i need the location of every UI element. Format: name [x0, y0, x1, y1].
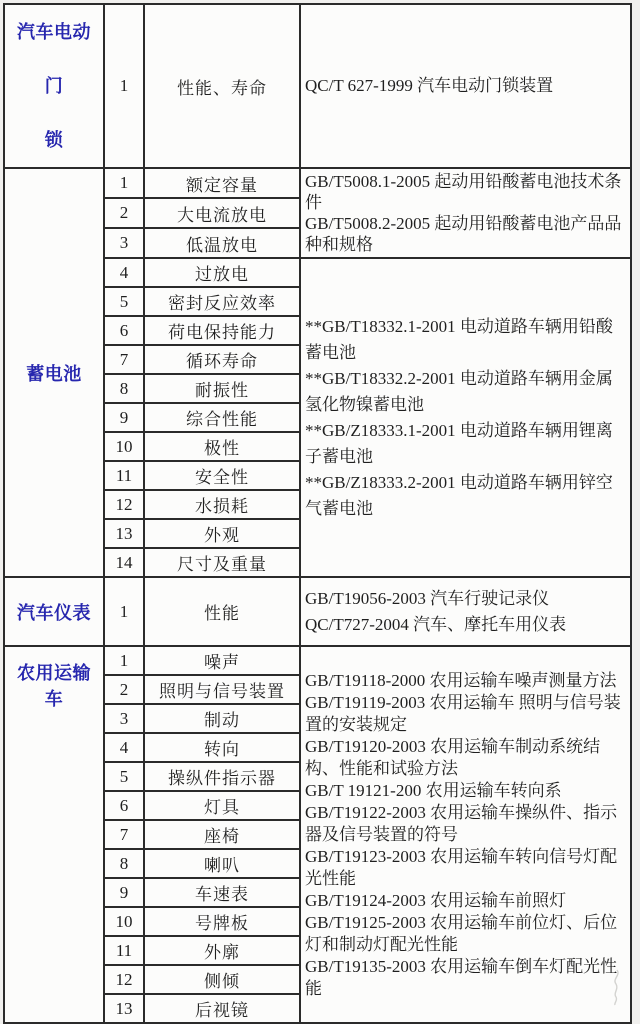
row-number-cell: 1: [104, 4, 144, 168]
table-row: [4, 4, 631, 168]
standard-line: GB/T19124-2003 农用运输车前照灯: [305, 890, 567, 910]
row-number-cell: 9: [104, 403, 144, 432]
row-number-cell: 6: [104, 316, 144, 345]
category-label: 蓄电池: [26, 363, 82, 384]
standard-line: GB/T 19121-200 农用运输车转向系: [305, 780, 562, 800]
test-item-cell: 号牌板: [144, 907, 300, 936]
test-item-cell: 安全性: [144, 461, 300, 490]
standards-cell: [300, 646, 631, 1023]
test-item-cell: 喇叭: [144, 849, 300, 878]
test-item-cell: 尺寸及重量: [144, 548, 300, 577]
standard-line: **GB/T18332.2-2001 电动道路车辆用金属氢化物镍蓄电池: [305, 368, 613, 414]
test-item-cell: 大电流放电: [144, 198, 300, 228]
test-item-cell: 噪声: [144, 646, 300, 675]
standard-line: **GB/Z18333.2-2001 电动道路车辆用锌空气蓄电池: [305, 472, 613, 518]
table-row: [4, 577, 631, 646]
test-item-cell: 外廓: [144, 936, 300, 965]
standards-cell: [300, 4, 631, 168]
test-item-cell: 荷电保持能力: [144, 316, 300, 345]
category-label: 汽车电动门: [17, 22, 91, 96]
table-row: [4, 646, 631, 675]
row-number-cell: 10: [104, 907, 144, 936]
row-number-cell: 1: [104, 168, 144, 198]
row-number-cell: 13: [104, 519, 144, 548]
test-item-cell: 性能: [144, 577, 300, 646]
row-number-cell: 2: [104, 198, 144, 228]
test-item-cell: 综合性能: [144, 403, 300, 432]
row-number-cell: 8: [104, 849, 144, 878]
test-item-cell: 极性: [144, 432, 300, 461]
test-item-cell: 灯具: [144, 791, 300, 820]
standard-line: **GB/Z18333.1-2001 电动道路车辆用锂离子蓄电池: [305, 420, 613, 466]
row-number-cell: 3: [104, 228, 144, 258]
category-label: 农用运输车: [17, 663, 91, 709]
standard-line: QC/T 627-1999 汽车电动门锁装置: [305, 76, 554, 95]
test-item-cell: 车速表: [144, 878, 300, 907]
row-number-cell: 14: [104, 548, 144, 577]
standard-line: QC/T727-2004 汽车、摩托车用仪表: [305, 614, 567, 634]
row-number-cell: 4: [104, 733, 144, 762]
category-cell-battery: [4, 168, 104, 577]
standard-line: GB/T19120-2003 农用运输车制动系统结构、性能和试验方法: [305, 736, 601, 778]
category-label: 锁: [44, 130, 64, 150]
row-number-cell: 8: [104, 374, 144, 403]
test-item-cell: 过放电: [144, 258, 300, 287]
row-number-cell: 12: [104, 490, 144, 519]
test-item-cell: 侧倾: [144, 965, 300, 994]
table-row: [4, 168, 631, 198]
standard-line: GB/T5008.2-2005 起动用铅酸蓄电池产品品种和规格: [305, 214, 622, 254]
row-number-cell: 7: [104, 345, 144, 374]
standards-cell: [300, 577, 631, 646]
row-number-cell: 1: [104, 577, 144, 646]
row-number-cell: 5: [104, 287, 144, 316]
test-item-cell: 循环寿命: [144, 345, 300, 374]
test-item-cell: 密封反应效率: [144, 287, 300, 316]
standard-line: GB/T19135-2003 农用运输车倒车灯配光性能: [305, 956, 618, 998]
standard-line: GB/T5008.1-2005 起动用铅酸蓄电池技术条件: [305, 172, 622, 212]
test-item-cell: 耐振性: [144, 374, 300, 403]
category-cell-instruments: [4, 577, 104, 646]
category-cell-door-lock: [4, 4, 104, 168]
test-item-cell: 水损耗: [144, 490, 300, 519]
category-label: 汽车仪表: [17, 602, 91, 623]
standards-cell: [300, 258, 631, 577]
standard-line: GB/T19118-2000 农用运输车噪声测量方法: [305, 670, 617, 690]
row-number-cell: 11: [104, 461, 144, 490]
standards-table: [3, 3, 632, 1024]
row-number-cell: 5: [104, 762, 144, 791]
row-number-cell: 6: [104, 791, 144, 820]
test-item-cell: 外观: [144, 519, 300, 548]
test-item-cell: 转向: [144, 733, 300, 762]
test-item-cell: 座椅: [144, 820, 300, 849]
row-number-cell: 13: [104, 994, 144, 1023]
row-number-cell: 7: [104, 820, 144, 849]
standards-cell: [300, 168, 631, 258]
standard-line: GB/T19122-2003 农用运输车操纵件、指示器及信号装置的符号: [305, 802, 618, 844]
row-number-cell: 2: [104, 675, 144, 704]
standard-line: GB/T19125-2003 农用运输车前位灯、后位灯和制动灯配光性能: [305, 912, 618, 954]
row-number-cell: 3: [104, 704, 144, 733]
row-number-cell: 4: [104, 258, 144, 287]
standard-line: **GB/T18332.1-2001 电动道路车辆用铅酸蓄电池: [305, 316, 613, 362]
test-item-cell: 后视镜: [144, 994, 300, 1023]
test-item-cell: 操纵件指示器: [144, 762, 300, 791]
test-item-cell: 额定容量: [144, 168, 300, 198]
row-number-cell: 9: [104, 878, 144, 907]
test-item-cell: 制动: [144, 704, 300, 733]
test-item-cell: 照明与信号装置: [144, 675, 300, 704]
test-item-cell: 性能、寿命: [144, 4, 300, 168]
row-number-cell: 10: [104, 432, 144, 461]
row-number-cell: 12: [104, 965, 144, 994]
row-number-cell: 11: [104, 936, 144, 965]
standard-line: GB/T19056-2003 汽车行驶记录仪: [305, 588, 550, 608]
test-item-cell: 低温放电: [144, 228, 300, 258]
ink-smudge-artifact: [605, 966, 627, 1008]
standard-line: GB/T19119-2003 农用运输车 照明与信号装置的安装规定: [305, 692, 621, 734]
row-number-cell: 1: [104, 646, 144, 675]
standard-line: GB/T19123-2003 农用运输车转向信号灯配光性能: [305, 846, 618, 888]
category-cell-agricultural-vehicle: [4, 646, 104, 1023]
